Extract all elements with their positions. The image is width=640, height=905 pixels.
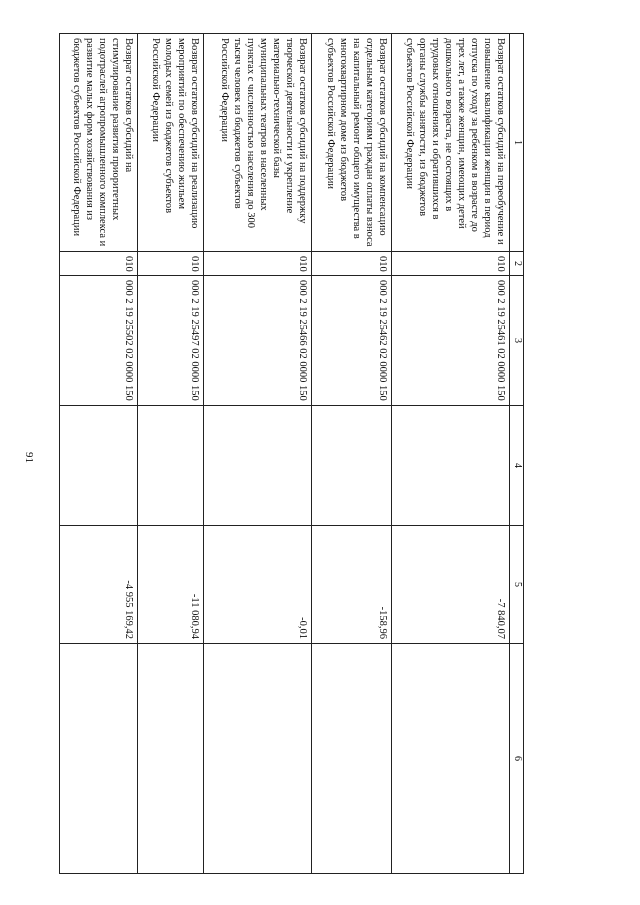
- header-col-1: 1: [510, 34, 524, 252]
- header-col-5: 5: [510, 526, 524, 644]
- row-admin-code: 010: [392, 252, 510, 276]
- row-col4: [392, 406, 510, 526]
- row-amount: -11 080,94: [138, 526, 204, 644]
- row-description: Возврат остатков субсидий на компенсацию отдельным категориям граждан оплаты взноса на капитальный ремонт общего имущества в многоквартирном доме из бюджетов субъектов Российской Федерации: [312, 34, 392, 252]
- row-amount: -7 840,07: [392, 526, 510, 644]
- row-col6: [204, 644, 312, 874]
- row-col4: [204, 406, 312, 526]
- table-row: [312, 34, 392, 874]
- table-row: [204, 34, 312, 874]
- row-kbk: 000 2 19 25462 02 0000 150: [312, 276, 392, 406]
- row-admin-code: 010: [204, 252, 312, 276]
- row-description: Возврат остатков субсидий на реализацию мероприятий по обеспечению жильем молодых семей из бюджетов субъектов Российской Федерации: [138, 34, 204, 252]
- row-description: Возврат остатков субсидий на поддержку творческой деятельности и укрепление материально-технической базы муниципальных театров в населенных пунктах с численностью населения до 300 тысяч человек из бюджетов субъектов Российской Федерации: [204, 34, 312, 252]
- row-kbk: 000 2 19 25466 02 0000 150: [204, 276, 312, 406]
- row-admin-code: 010: [312, 252, 392, 276]
- row-admin-code: 010: [60, 252, 138, 276]
- header-row: [510, 34, 524, 874]
- row-col6: [312, 644, 392, 874]
- row-description: Возврат остатков субсидий на переобучение и повышение квалификации женщин в период отпуска по уходу за ребенком в возрасте до трех лет, а также женщин, имеющих детей дошкольного возраста, не состоящих в трудовых отношениях и обратившихся в органы службы занятости, из бюджетов субъектов Российской Федерации: [392, 34, 510, 252]
- table-row: [138, 34, 204, 874]
- table-row: [60, 34, 138, 874]
- header-col-2: 2: [510, 252, 524, 276]
- header-col-6: 6: [510, 644, 524, 874]
- row-kbk: 000 2 19 25497 02 0000 150: [138, 276, 204, 406]
- row-col4: [312, 406, 392, 526]
- budget-table: [59, 33, 524, 874]
- header-col-3: 3: [510, 276, 524, 406]
- row-col4: [138, 406, 204, 526]
- row-amount: -4 955 169,42: [60, 526, 138, 644]
- row-col6: [138, 644, 204, 874]
- table-row: [392, 34, 510, 874]
- header-col-4: 4: [510, 406, 524, 526]
- row-description: Возврат остатков субсидий на стимулирование развития приоритетных подотраслей агропромышленного комплекса и развитие малых форм хозяйствования из бюджетов субъектов Российской Федерации: [60, 34, 138, 252]
- row-col6: [60, 644, 138, 874]
- row-col6: [392, 644, 510, 874]
- row-kbk: 000 2 19 25502 02 0000 150: [60, 276, 138, 406]
- row-amount: -158,96: [312, 526, 392, 644]
- row-col4: [60, 406, 138, 526]
- row-amount: -0,01: [204, 526, 312, 644]
- rotated-table-container: [59, 33, 524, 873]
- row-kbk: 000 2 19 25461 02 0000 150: [392, 276, 510, 406]
- page-number: 91: [23, 452, 35, 463]
- row-admin-code: 010: [138, 252, 204, 276]
